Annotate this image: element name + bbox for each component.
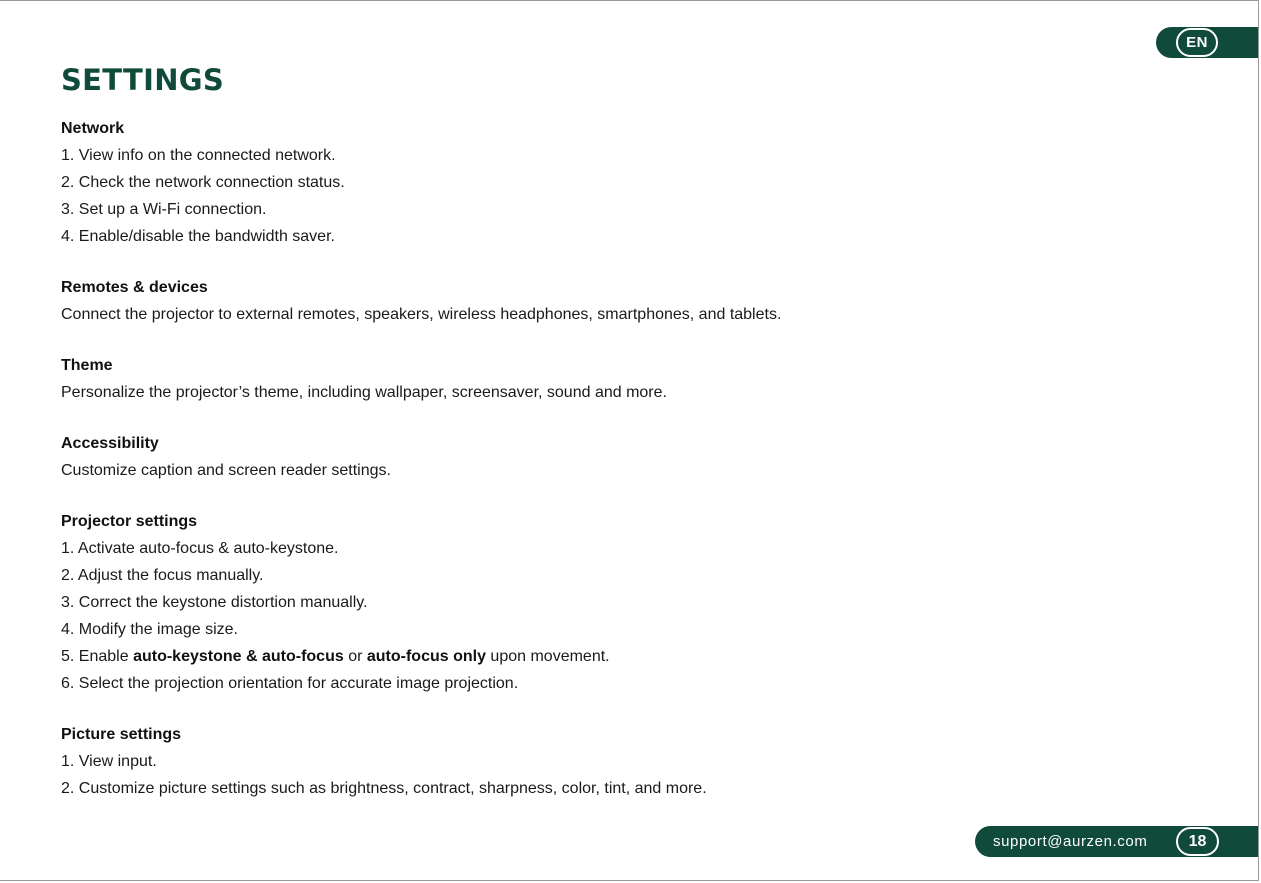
list-item: 4. Enable/disable the bandwidth saver.	[61, 228, 335, 245]
section-heading: Accessibility	[61, 435, 159, 452]
list-item: 3. Set up a Wi-Fi connection.	[61, 201, 267, 218]
list-item: 6. Select the projection orientation for accurate image projection.	[61, 675, 519, 692]
section-picture-settings	[61, 721, 1161, 802]
bold-term: auto-focus only	[366, 648, 486, 665]
footer-tab	[975, 826, 1258, 857]
bold-term: auto-keystone & auto-focus	[133, 648, 344, 665]
list-item: 3. Correct the keystone distortion manually.	[61, 594, 368, 611]
section-accessibility	[61, 430, 1161, 484]
list-item: 1. Activate auto-focus & auto-keystone.	[61, 540, 339, 557]
section-theme	[61, 352, 1161, 406]
section-network	[61, 115, 1161, 250]
page-title: SETTINGS	[61, 63, 225, 97]
section-description: Connect the projector to external remotes, speakers, wireless headphones, smartphones, and tablets.	[61, 306, 782, 323]
list-item: 2. Adjust the focus manually.	[61, 567, 264, 584]
list-item: 2. Check the network connection status.	[61, 174, 345, 191]
language-tab	[1156, 27, 1258, 58]
list-item: 1. View input.	[61, 753, 157, 770]
section-description: Personalize the projector’s theme, including wallpaper, screensaver, sound and more.	[61, 384, 667, 401]
list-item-text: upon movement.	[485, 648, 610, 665]
section-heading: Network	[61, 120, 125, 137]
section-heading: Picture settings	[61, 726, 182, 743]
list-item	[61, 643, 1161, 670]
list-item-text: or	[343, 648, 367, 665]
language-badge: EN	[1176, 28, 1218, 57]
section-projector-settings	[61, 508, 1161, 697]
section-heading: Projector settings	[61, 513, 198, 530]
page-number-badge: 18	[1176, 827, 1219, 856]
list-item-text: 5. Enable	[61, 648, 134, 665]
support-email: support@aurzen.com	[993, 833, 1148, 850]
list-item: 4. Modify the image size.	[61, 621, 238, 638]
list-item: 2. Customize picture settings such as brightness, contract, sharpness, color, tint, and more.	[61, 780, 707, 797]
settings-content	[61, 115, 1161, 826]
section-heading: Theme	[61, 357, 113, 374]
section-remotes-devices	[61, 274, 1161, 328]
section-heading: Remotes & devices	[61, 279, 208, 296]
section-description: Customize caption and screen reader settings.	[61, 462, 391, 479]
list-item: 1. View info on the connected network.	[61, 147, 336, 164]
